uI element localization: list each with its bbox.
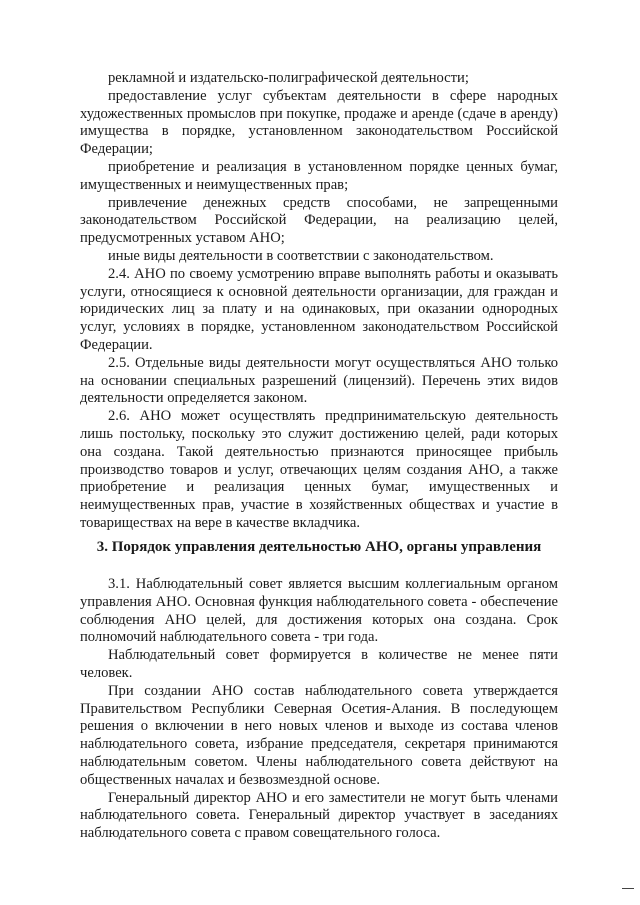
paragraph: При создании АНО состав наблюдательного совета утверждается Правительством Республики Северная Осетия-Алания. В последующем решения о включении в него новых членов и выходе из состава членов наблюдательного совета, избрание председателя, секретаря принимаются наблюдательным советом. Члены наблюдательного совета действуют на общественных началах и безвозмездной основе. (80, 682, 558, 788)
section-3-body (80, 576, 558, 843)
paragraph: 2.5. Отдельные виды деятельности могут осуществляться АНО только на основании специальных разрешений (лицензий). Перечень этих видов деятельности определяется законом. (80, 354, 558, 407)
paragraph: 2.4. АНО по своему усмотрению вправе выполнять работы и оказывать услуги, относящиеся к основной деятельности организации, для граждан и юридических лиц за плату и на одинаковых, при оказании однородных услуг, условиях в порядке, установленном законодательством Российской Федерации. (80, 265, 558, 353)
paragraph: иные виды деятельности в соответствии с законодательством. (108, 247, 494, 264)
paragraph: 2.6. АНО может осуществлять предпринимательскую деятельность лишь постольку, поскольку это служит достижению целей, ради которых она создана. Такой деятельностью признаются приносящее прибыль производство товаров и услуг, отвечающих целям создания АНО, а также приобретение и реализация ценных бумаг, имущественных и неимущественных прав, участие в хозяйственных обществах и участие в товариществах на вере в качестве вкладчика. (80, 408, 558, 531)
paragraph: приобретение и реализация в установленном порядке ценных бумаг, имущественных и неимущественных прав; (80, 158, 558, 193)
paragraph: Генеральный директор АНО и его заместители не могут быть членами наблюдательного совета. Генеральный директор участвует в заседаниях наблюдательного совета с правом совещательного голоса. (80, 789, 558, 842)
paragraph: 3.1. Наблюдательный совет является высшим коллегиальным органом управления АНО. Основная функция наблюдательного совета - обеспечение соблюдения АНО целей, для достижения которых она создана. Срок полномочий наблюдательного совета - три года. (80, 576, 558, 646)
paragraph: предоставление услуг субъектам деятельности в сфере народных художественных промыслов при покупке, продаже и аренде (сдаче в аренду) имущества в порядке, установленном законодательством Российской Федерации; (80, 87, 558, 158)
scan-corner-mark (622, 888, 634, 889)
section-2-continuation (80, 70, 558, 533)
paragraph: рекламной и издательско-полиграфической деятельности; (108, 70, 469, 86)
section-3-heading: 3. Порядок управления деятельностью АНО, органы управления (96, 539, 542, 555)
paragraph: привлечение денежных средств способами, не запрещенными законодательством Российской Федерации, на реализацию целей, предусмотренных уставом АНО; (80, 194, 558, 247)
paragraph: Наблюдательный совет формируется в количестве не менее пяти человек. (80, 647, 558, 681)
